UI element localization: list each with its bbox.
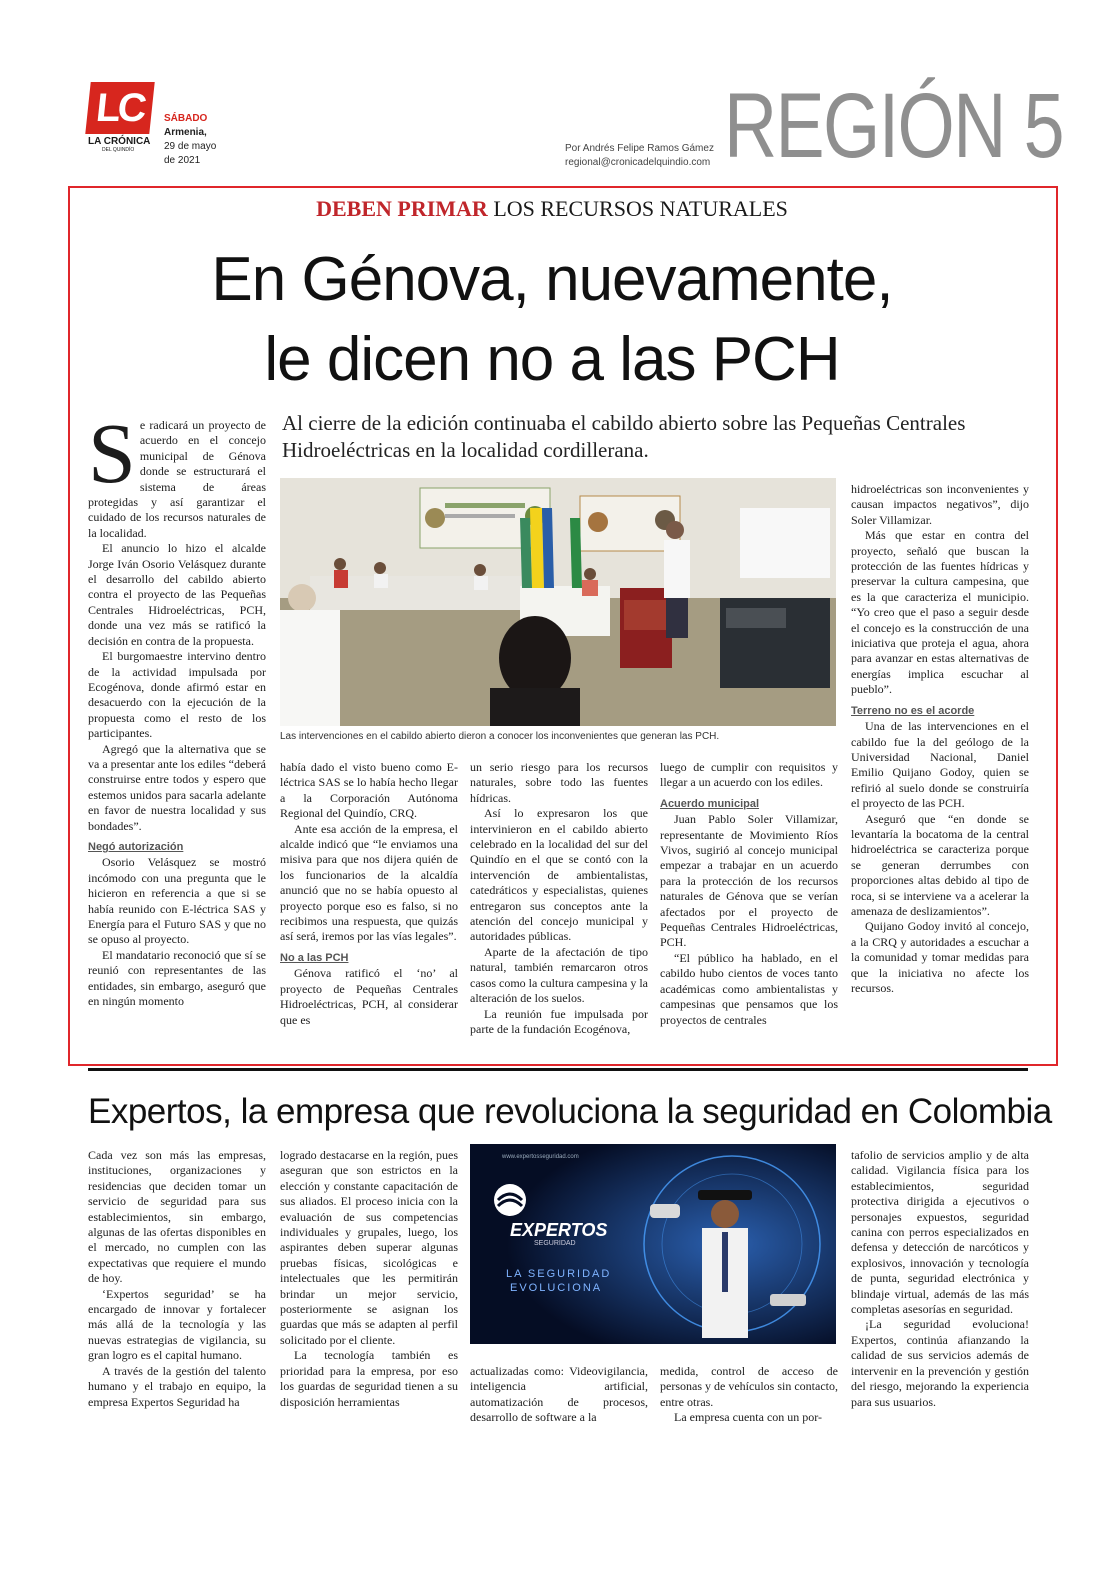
paragraph: A través de la gestión del talento humano y el trabajo en equipo, la empresa Expertos Seguridad ha <box>88 1363 266 1409</box>
paragraph: ¡La seguridad evoluciona! Expertos, continúa afianzando la calidad de sus servicios además de intervenir en la prevención y gestión del riesgo, mejorando la experiencia para sus usuarios. <box>851 1317 1029 1409</box>
dateline-city: Armenia, <box>164 127 207 138</box>
paragraph: El anuncio lo hizo el alcalde Jorge Iván Osorio Velásquez durante el desarrollo del cabildo abierto contra el proyecto de las Pequeñas Centrales Hidroeléctricas, PCH, donde una vez más se ratificó la decisión en contra de la propuesta. <box>88 541 266 648</box>
subheading: No a las PCH <box>280 951 349 964</box>
ad-brand-sub: SEGURIDAD <box>534 1240 576 1247</box>
logo-mark: LC <box>85 82 154 134</box>
paragraph: logrado destacarse en la región, pues aseguran que son estrictos en la elección y constante capacitación de sus aliados. El proceso inicia con la evaluación de sus competencias individuales y grupales, luego, los aspirantes deben superar algunas pruebas físicas, sicológicas e intelectuales que les permitirán brindar un mejor servicio, posteriormente se asignan los guardas que más se adapten al perfil solicitado por el cliente. <box>280 1148 458 1347</box>
paragraph: un serio riesgo para los recursos naturales, sobre todo las fuentes hídricas. <box>470 760 648 805</box>
dateline-day: SÁBADO <box>164 113 208 124</box>
byline <box>565 142 714 170</box>
paragraph: Juan Pablo Soler Villamizar, representante de Movimiento Ríos Vivos, sugirió al concejo municipal empezar a trabajar en un acuerdo para la protección de los recursos naturales de Génova que se verían afectados por el proyecto de Pequeñas Centrales Hidroeléctricas, PCH. <box>660 812 838 950</box>
paragraph: La reunión fue impulsada por parte de la fundación Ecogénova, <box>470 1006 648 1036</box>
byline-author: Por Andrés Felipe Ramos Gámez <box>565 143 714 154</box>
cabildo-photo-illustration <box>280 478 836 726</box>
paragraph: Ante esa acción de la empresa, el alcalde indicó que “le enviamos una misiva para que nos dijera quién de los funcionarios de la alcaldía anunció que no se había opuesto al proyecto porque eso es falso, si no recibimos una respuesta, que quizás así será, iremos por las vías legales”. <box>280 821 458 944</box>
paragraph: La empresa cuenta con un por- <box>674 1410 823 1425</box>
expertos-ad <box>470 1144 836 1344</box>
newspaper-logo <box>88 82 156 153</box>
section-divider <box>88 1068 1028 1071</box>
article-column-1 <box>88 405 266 1009</box>
paragraph: había dado el visto bueno como E-léctrica SAS se lo había hecho llegar a la Corporación Autónoma Regional del Quindío, CRQ. <box>280 760 458 821</box>
dateline <box>164 112 216 168</box>
paragraph: Aseguró que “en donde se levantaría la bocatoma de la central hidroeléctrica se caracteriza porque se generan derrumbes con proporciones altas debido al tipo de roca, si se interviene va a acelerar la amenaza de deslizamientos”. <box>851 811 1029 918</box>
kicker-strong: DEBEN PRIMAR <box>316 196 488 221</box>
article2-column-1 <box>88 1148 266 1410</box>
ad-url: www.expertosseguridad.com <box>502 1154 579 1160</box>
paragraph: tafolio de servicios amplio y de alta calidad. Vigilancia física para los establecimientos, seguridad protectiva dirigida a ejecutivos o personajes expuestos, seguridad canina con perros especializados en defensa y detección de narcóticos y explosivos, innovación y tecnología de punta, seguridad electrónica y blindaje virtual, además de las más completas asesorías en seguridad. <box>851 1148 1029 1317</box>
article-column-4 <box>660 760 838 1028</box>
ad-tagline-1: LA SEGURIDAD <box>506 1268 612 1280</box>
lead-paragraph: Se radicará un proyecto de acuerdo en el concejo municipal de Génova donde se estructurará el sistema de áreas protegidas y así garantizar el cuidado de los recursos naturales de la localidad. <box>88 405 266 540</box>
headline-line-1: En Génova, nuevamente, <box>211 245 893 314</box>
article2-headline: Expertos, la empresa que revoluciona la seguridad en Colombia <box>88 1092 1052 1131</box>
paragraph: Una de las intervenciones en el cabildo fue la del geólogo de la Universidad Nacional, Daniel Emilio Quijano Godoy, quien se refirió al suelo donde se construiría el proyecto de las PCH. <box>851 719 1029 811</box>
article-column-2 <box>280 760 458 1028</box>
subheading: Terreno no es el acorde <box>851 704 975 717</box>
subheading: Acuerdo municipal <box>660 797 760 810</box>
article2-column-2 <box>280 1148 458 1410</box>
headline-line-2: le dicen no a las PCH <box>264 325 840 394</box>
headline <box>0 240 1104 400</box>
paragraph: luego de cumplir con requisitos y llegar a un acuerdo con los ediles. <box>660 760 838 790</box>
paragraph: ‘Expertos seguridad’ se ha encargado de innovar y fortalecer más allá de la tecnología y las nuevas estrategias de vigilancia, su gran logro es el capital humano. <box>88 1286 266 1363</box>
paragraph: El burgomaestre intervino dentro de la actividad impulsada por Ecogénova, donde afirmó estar en desacuerdo con la ejecución de la propuesta como el resto de los participantes. <box>88 649 266 741</box>
ad-tagline-2: EVOLUCIONA <box>510 1282 603 1294</box>
dateline-date-2: de 2021 <box>164 155 201 166</box>
ad-brand: EXPERTOS <box>510 1220 608 1240</box>
paragraph: hidroeléctricas son inconvenientes y causan impactos negativos”, dijo Soler Villamizar. <box>851 482 1029 527</box>
logo-name: LA CRÓNICA <box>88 136 151 147</box>
cabildo-photo <box>280 478 836 726</box>
paragraph: Así lo expresaron los que intervinieron en el cabildo abierto celebrado en la localidad del sur del Quindío en el que se contó con la intervención de ambientalistas, catedráticos y especialistas, quienes entregaron sus conceptos ante la atención del concejo municipal y autoridades públicas. <box>470 806 648 944</box>
expertos-ad-artwork <box>470 1144 836 1344</box>
article2-column-5 <box>851 1148 1029 1410</box>
article2-column-4 <box>660 1364 838 1426</box>
deck: Al cierre de la edición continuaba el cabildo abierto sobre las Pequeñas Centrales Hidroeléctricas en la localidad cordillerana. <box>282 411 966 462</box>
photo-caption: Las intervenciones en el cabildo abierto dieron a conocer los inconvenientes que generan las PCH. <box>280 731 720 742</box>
paragraph: El mandatario reconoció que sí se reunió con representantes de las entidades, sin embargo, aseguró que en ningún momento <box>88 947 266 1009</box>
paragraph: medida, control de acceso de personas y de vehículos sin contacto, entre otras. <box>660 1364 838 1409</box>
kicker <box>0 196 1104 222</box>
paragraph: Cada vez son más las empresas, instituciones, organizaciones y residencias que deciden tomar un servicio de seguridad para sus establecimientos, sin embargo, algunas de las ofertas disponibles en el mercado, no cumplen con las expectativas que requiere el mundo de hoy. <box>88 1148 266 1286</box>
section-title: REGIÓN 5 <box>724 75 1063 177</box>
paragraph: “El público ha hablado, en el cabildo hubo cientos de voces tanto académicas como ambientalistas y campesinas que pensamos que los proyectos de centrales <box>660 950 838 1027</box>
subheading: Negó autorización <box>88 840 184 853</box>
article-column-5 <box>851 482 1029 996</box>
article2-column-3 <box>470 1364 648 1426</box>
byline-email: regional@cronicadelquindio.com <box>565 157 711 168</box>
paragraph: Génova ratificó el ‘no’ al proyecto de Pequeñas Centrales Hidroeléctricas, PCH, al considerar que es <box>280 966 458 1027</box>
paragraph: Quijano Godoy invitó al concejo, a la CRQ y autoridades a escuchar a la comunidad y tomar medidas para que la iniciativa no afecte los recursos. <box>851 919 1029 995</box>
kicker-rest: LOS RECURSOS NATURALES <box>493 196 788 221</box>
paragraph: La tecnología también es prioridad para la empresa, por eso los guardas de seguridad tienen a su disposición herramientas <box>280 1348 458 1409</box>
paragraph: Más que estar en contra del proyecto, señaló que buscan la protección de las fuentes hídricas y preservar la cultura campesina, que es la que caracteriza el municipio. “Yo creo que el paso a seguir desde el concejo es la construcción de una iniciativa que proteja el agua, ahora para avanzar en estas alternativas de energías implica escuchar al pueblo”. <box>851 528 1029 697</box>
article-column-3 <box>470 760 648 1037</box>
paragraph: actualizadas como: Videovigilancia, inteligencia artificial, automatización de procesos, desarrollo de software a la <box>470 1364 648 1425</box>
dropcap: S <box>88 405 136 501</box>
paragraph: Aparte de la afectación de tipo natural, también remarcaron otros casos como la cultura campesina y la alteración de los suelos. <box>470 944 648 1006</box>
logo-sub: DEL QUINDÍO <box>102 147 135 153</box>
paragraph: Osorio Velásquez se mostró incómodo con una pregunta que le hicieron en referencia a que si se había reunido con E-léctrica SAS y Energía para el Futuro SAS y que no se opuso al proyecto. <box>88 855 266 947</box>
dateline-date-1: 29 de mayo <box>164 141 217 152</box>
paragraph: Agregó que la alternativa que se va a presentar ante los ediles “deberá construirse entre todos y espero que estemos unidos para sacarla adelante en favor de nuestra localidad y sus bondades”. <box>88 741 266 833</box>
